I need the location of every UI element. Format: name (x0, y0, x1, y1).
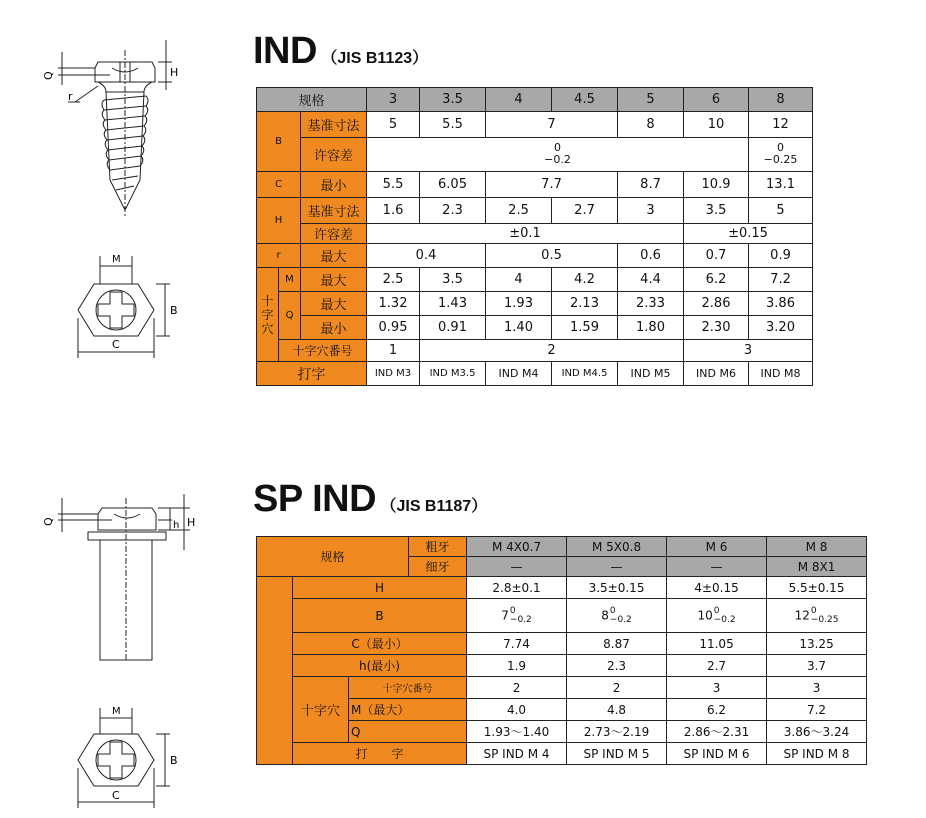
spind-cell: 1.93～1.40 (467, 721, 567, 743)
ind-cell: 3 (684, 340, 813, 362)
ind-cell: 2 (420, 340, 684, 362)
spind-title-block (253, 478, 487, 521)
ind-min-label: 最小 (301, 172, 367, 198)
ind-cell: 3.20 (749, 316, 813, 340)
ind-title-block (253, 30, 428, 73)
ind-size: 3 (367, 88, 420, 112)
ind-size: 8 (749, 88, 813, 112)
ind-stamp: IND M6 (684, 362, 749, 386)
ind-cell: 1.40 (486, 316, 552, 340)
ind-cell: ±0.1 (367, 224, 684, 244)
ind-b-tol-b-top: 0 (777, 141, 785, 154)
spind-b-tol-top: 0 (509, 605, 516, 616)
ind-top-drawing (70, 248, 190, 363)
spind-cross-no-row (257, 677, 867, 699)
ind-b-base-row (257, 112, 813, 138)
ind-cell: 1.93 (486, 292, 552, 316)
ind-tol-label: 许容差 (301, 138, 367, 172)
ind-cell: 0.4 (367, 244, 486, 268)
ind-b-tol-b-bot: −0.25 (763, 153, 798, 166)
spind-b-base: 12 (794, 608, 810, 622)
ind-cell: ±0.15 (684, 224, 813, 244)
spind-top-m-label: M (112, 706, 121, 717)
spind-cell: 13.25 (767, 633, 867, 655)
ind-h-base-row (257, 198, 813, 224)
ind-q-label: Q (279, 292, 301, 340)
ind-cell: 2.30 (684, 316, 749, 340)
ind-cell: 2.5 (367, 268, 420, 292)
spind-b-tol-bot: −0.2 (713, 614, 736, 625)
ind-cell: 4 (486, 268, 552, 292)
spind-cell: 3.86～3.24 (767, 721, 867, 743)
ind-stamp: IND M3 (367, 362, 420, 386)
ind-size: 4 (486, 88, 552, 112)
ind-cell: 13.1 (749, 172, 813, 198)
spind-cell: 2.86～2.31 (667, 721, 767, 743)
ind-base-label: 基准寸法 (301, 198, 367, 224)
ind-top-b-label: B (170, 304, 178, 317)
ind-r-label: r (257, 244, 301, 268)
ind-cell: 7.7 (486, 172, 618, 198)
spind-side-band (257, 577, 293, 765)
ind-stamp: IND M4 (486, 362, 552, 386)
spind-stamp: SP IND M 4 (467, 743, 567, 765)
ind-cross-no-label: 十字穴番号 (279, 340, 367, 362)
spind-side-drawing (40, 490, 200, 665)
ind-cell: 2.13 (552, 292, 618, 316)
spind-b-tol-bot: −0.25 (810, 614, 839, 625)
spind-stamp: SP IND M 8 (767, 743, 867, 765)
spind-b-base: 10 (697, 608, 713, 622)
ind-max-label: 最大 (301, 292, 367, 316)
ind-title: IND (253, 30, 317, 72)
spind-top-b-label: B (170, 754, 178, 767)
ind-cell: 5 (367, 112, 420, 138)
spind-cell: 3.5±0.15 (567, 577, 667, 599)
spind-b-base: 7 (501, 608, 509, 622)
ind-tol-label: 许容差 (301, 224, 367, 244)
spind-b-tol-top: 0 (713, 605, 720, 616)
spind-coarse: M 6 (667, 537, 767, 557)
spind-cross-no-label: 十字穴番号 (349, 677, 467, 699)
ind-max-label: 最大 (301, 268, 367, 292)
ind-cell: 2.5 (486, 198, 552, 224)
spind-b-tol-top: 0 (810, 605, 817, 616)
spind-h-min-row (257, 655, 867, 677)
spind-coarse: M 8 (767, 537, 867, 557)
spind-top-drawing (70, 700, 190, 815)
ind-cell: 5.5 (367, 172, 420, 198)
ind-cell: 4.2 (552, 268, 618, 292)
spind-h-min-label: h(最小) (293, 655, 467, 677)
spind-stamp-row (257, 743, 867, 765)
ind-stamp: IND M5 (618, 362, 684, 386)
ind-cell: 4.4 (618, 268, 684, 292)
ind-b-tol-b (749, 138, 813, 172)
ind-cell: 3.5 (684, 198, 749, 224)
ind-cell: 12 (749, 112, 813, 138)
ind-cell: 8.7 (618, 172, 684, 198)
ind-cell: 1.43 (420, 292, 486, 316)
ind-m-label: M (279, 268, 301, 292)
spind-side-h-label: H (187, 516, 196, 529)
ind-cross-no-row (257, 340, 813, 362)
ind-cell: 0.6 (618, 244, 684, 268)
ind-top-m-label: M (112, 254, 121, 265)
ind-stamp-label: 打字 (257, 362, 367, 386)
spind-cross-label: 十字穴 (293, 677, 349, 743)
ind-cell: 0.91 (420, 316, 486, 340)
spind-cell: 7.74 (467, 633, 567, 655)
ind-b-tol-a-top: 0 (554, 141, 562, 154)
spind-cell: 2 (467, 677, 567, 699)
spind-m-label: M（最大） (349, 699, 467, 721)
ind-spec-table (256, 87, 813, 386)
ind-q-max-row (257, 292, 813, 316)
spind-coarse: M 4X0.7 (467, 537, 567, 557)
ind-cell: 0.95 (367, 316, 420, 340)
ind-cell: 6.2 (684, 268, 749, 292)
spind-b-row (257, 599, 867, 633)
spind-coarse-label: 粗牙 (409, 537, 467, 557)
ind-base-label: 基准寸法 (301, 112, 367, 138)
spind-coarse: M 5X0.8 (567, 537, 667, 557)
spind-cell: 4.0 (467, 699, 567, 721)
spind-cell: 2.73～2.19 (567, 721, 667, 743)
spind-b-tol-top: 0 (609, 605, 616, 616)
spind-cell: 5.5±0.15 (767, 577, 867, 599)
spind-c-label: C（最小） (293, 633, 467, 655)
ind-cell: 5 (749, 198, 813, 224)
ind-size: 3.5 (420, 88, 486, 112)
spind-spec-label: 规格 (257, 537, 409, 577)
ind-cell: 3.86 (749, 292, 813, 316)
spind-side-q-label: Q (42, 517, 55, 526)
ind-side-h-label: H (170, 66, 179, 79)
ind-header-row (257, 88, 813, 112)
spind-coarse-row (257, 537, 867, 557)
spind-q-label: Q (349, 721, 467, 743)
spind-cell: 11.05 (667, 633, 767, 655)
ind-cell: 2.33 (618, 292, 684, 316)
spind-stamp: SP IND M 5 (567, 743, 667, 765)
spind-fine: M 8X1 (767, 557, 867, 577)
ind-cell: 1 (367, 340, 420, 362)
spind-fine: — (467, 557, 567, 577)
spind-b-label: B (293, 599, 467, 633)
spind-cell: 2.7 (667, 655, 767, 677)
spind-cell: 2 (567, 677, 667, 699)
ind-standard: （JIS B1123） (321, 50, 429, 67)
spind-cell: 1.9 (467, 655, 567, 677)
spind-b-base: 8 (601, 608, 609, 622)
spind-b-cell (467, 599, 567, 633)
spind-cell: 3 (767, 677, 867, 699)
ind-b-label: B (257, 112, 301, 172)
spind-cell: 3 (667, 677, 767, 699)
ind-cell: 8 (618, 112, 684, 138)
ind-size: 5 (618, 88, 684, 112)
ind-r-row (257, 244, 813, 268)
spind-fine: — (567, 557, 667, 577)
ind-c-row (257, 172, 813, 198)
ind-size: 6 (684, 88, 749, 112)
spind-cell: 2.3 (567, 655, 667, 677)
ind-side-r-label: r (68, 90, 73, 103)
ind-stamp-row (257, 362, 813, 386)
ind-cell: 0.7 (684, 244, 749, 268)
ind-cell: 1.80 (618, 316, 684, 340)
ind-cell: 0.9 (749, 244, 813, 268)
ind-h-tol-row (257, 224, 813, 244)
ind-cell: 7 (486, 112, 618, 138)
spind-title: SP IND (253, 478, 377, 520)
ind-cross-label: 十字穴 (257, 268, 279, 362)
ind-cell: 1.6 (367, 198, 420, 224)
spind-b-cell (567, 599, 667, 633)
ind-b-tol-row (257, 138, 813, 172)
spind-c-row (257, 633, 867, 655)
ind-cell: 7.2 (749, 268, 813, 292)
ind-cell: 2.86 (684, 292, 749, 316)
spind-cell: 4±0.15 (667, 577, 767, 599)
ind-b-tol-a (367, 138, 749, 172)
ind-cell: 3 (618, 198, 684, 224)
spind-b-cell (667, 599, 767, 633)
ind-side-q-label: Q (42, 71, 55, 80)
spind-h-label: H (293, 577, 467, 599)
spind-side-h-small-label: h (173, 520, 180, 531)
spind-b-cell (767, 599, 867, 633)
ind-cell: 5.5 (420, 112, 486, 138)
spind-stamp: SP IND M 6 (667, 743, 767, 765)
spind-fine: — (667, 557, 767, 577)
spind-cell: 3.7 (767, 655, 867, 677)
spind-cell: 2.8±0.1 (467, 577, 567, 599)
spind-top-c-label: C (112, 789, 120, 802)
ind-cell: 0.5 (486, 244, 618, 268)
ind-min-label: 最小 (301, 316, 367, 340)
spind-cell: 7.2 (767, 699, 867, 721)
ind-max-label: 最大 (301, 244, 367, 268)
ind-q-min-row (257, 316, 813, 340)
spind-spec-table (256, 536, 867, 765)
ind-h-label: H (257, 198, 301, 244)
ind-m-row (257, 268, 813, 292)
spind-m-row (257, 699, 867, 721)
ind-stamp: IND M4.5 (552, 362, 618, 386)
ind-side-drawing (40, 30, 190, 220)
ind-cell: 6.05 (420, 172, 486, 198)
spind-cell: 4.8 (567, 699, 667, 721)
ind-size: 4.5 (552, 88, 618, 112)
ind-spec-label: 规格 (257, 88, 367, 112)
spind-b-tol-bot: −0.2 (509, 614, 532, 625)
spind-cell: 8.87 (567, 633, 667, 655)
ind-cell: 1.32 (367, 292, 420, 316)
ind-stamp: IND M8 (749, 362, 813, 386)
spind-q-row (257, 721, 867, 743)
spind-stamp-label: 打 字 (293, 743, 467, 765)
spind-fine-label: 细牙 (409, 557, 467, 577)
ind-cell: 2.3 (420, 198, 486, 224)
ind-cell: 3.5 (420, 268, 486, 292)
ind-top-c-label: C (112, 338, 120, 351)
ind-cell: 10 (684, 112, 749, 138)
ind-stamp: IND M3.5 (420, 362, 486, 386)
ind-cell: 2.7 (552, 198, 618, 224)
ind-b-tol-a-bot: −0.2 (544, 153, 571, 166)
ind-cell: 1.59 (552, 316, 618, 340)
ind-c-label: C (257, 172, 301, 198)
spind-standard: （JIS B1187） (380, 498, 488, 515)
spind-b-tol-bot: −0.2 (609, 614, 632, 625)
spind-h-row (257, 577, 867, 599)
spind-cell: 6.2 (667, 699, 767, 721)
ind-cell: 10.9 (684, 172, 749, 198)
